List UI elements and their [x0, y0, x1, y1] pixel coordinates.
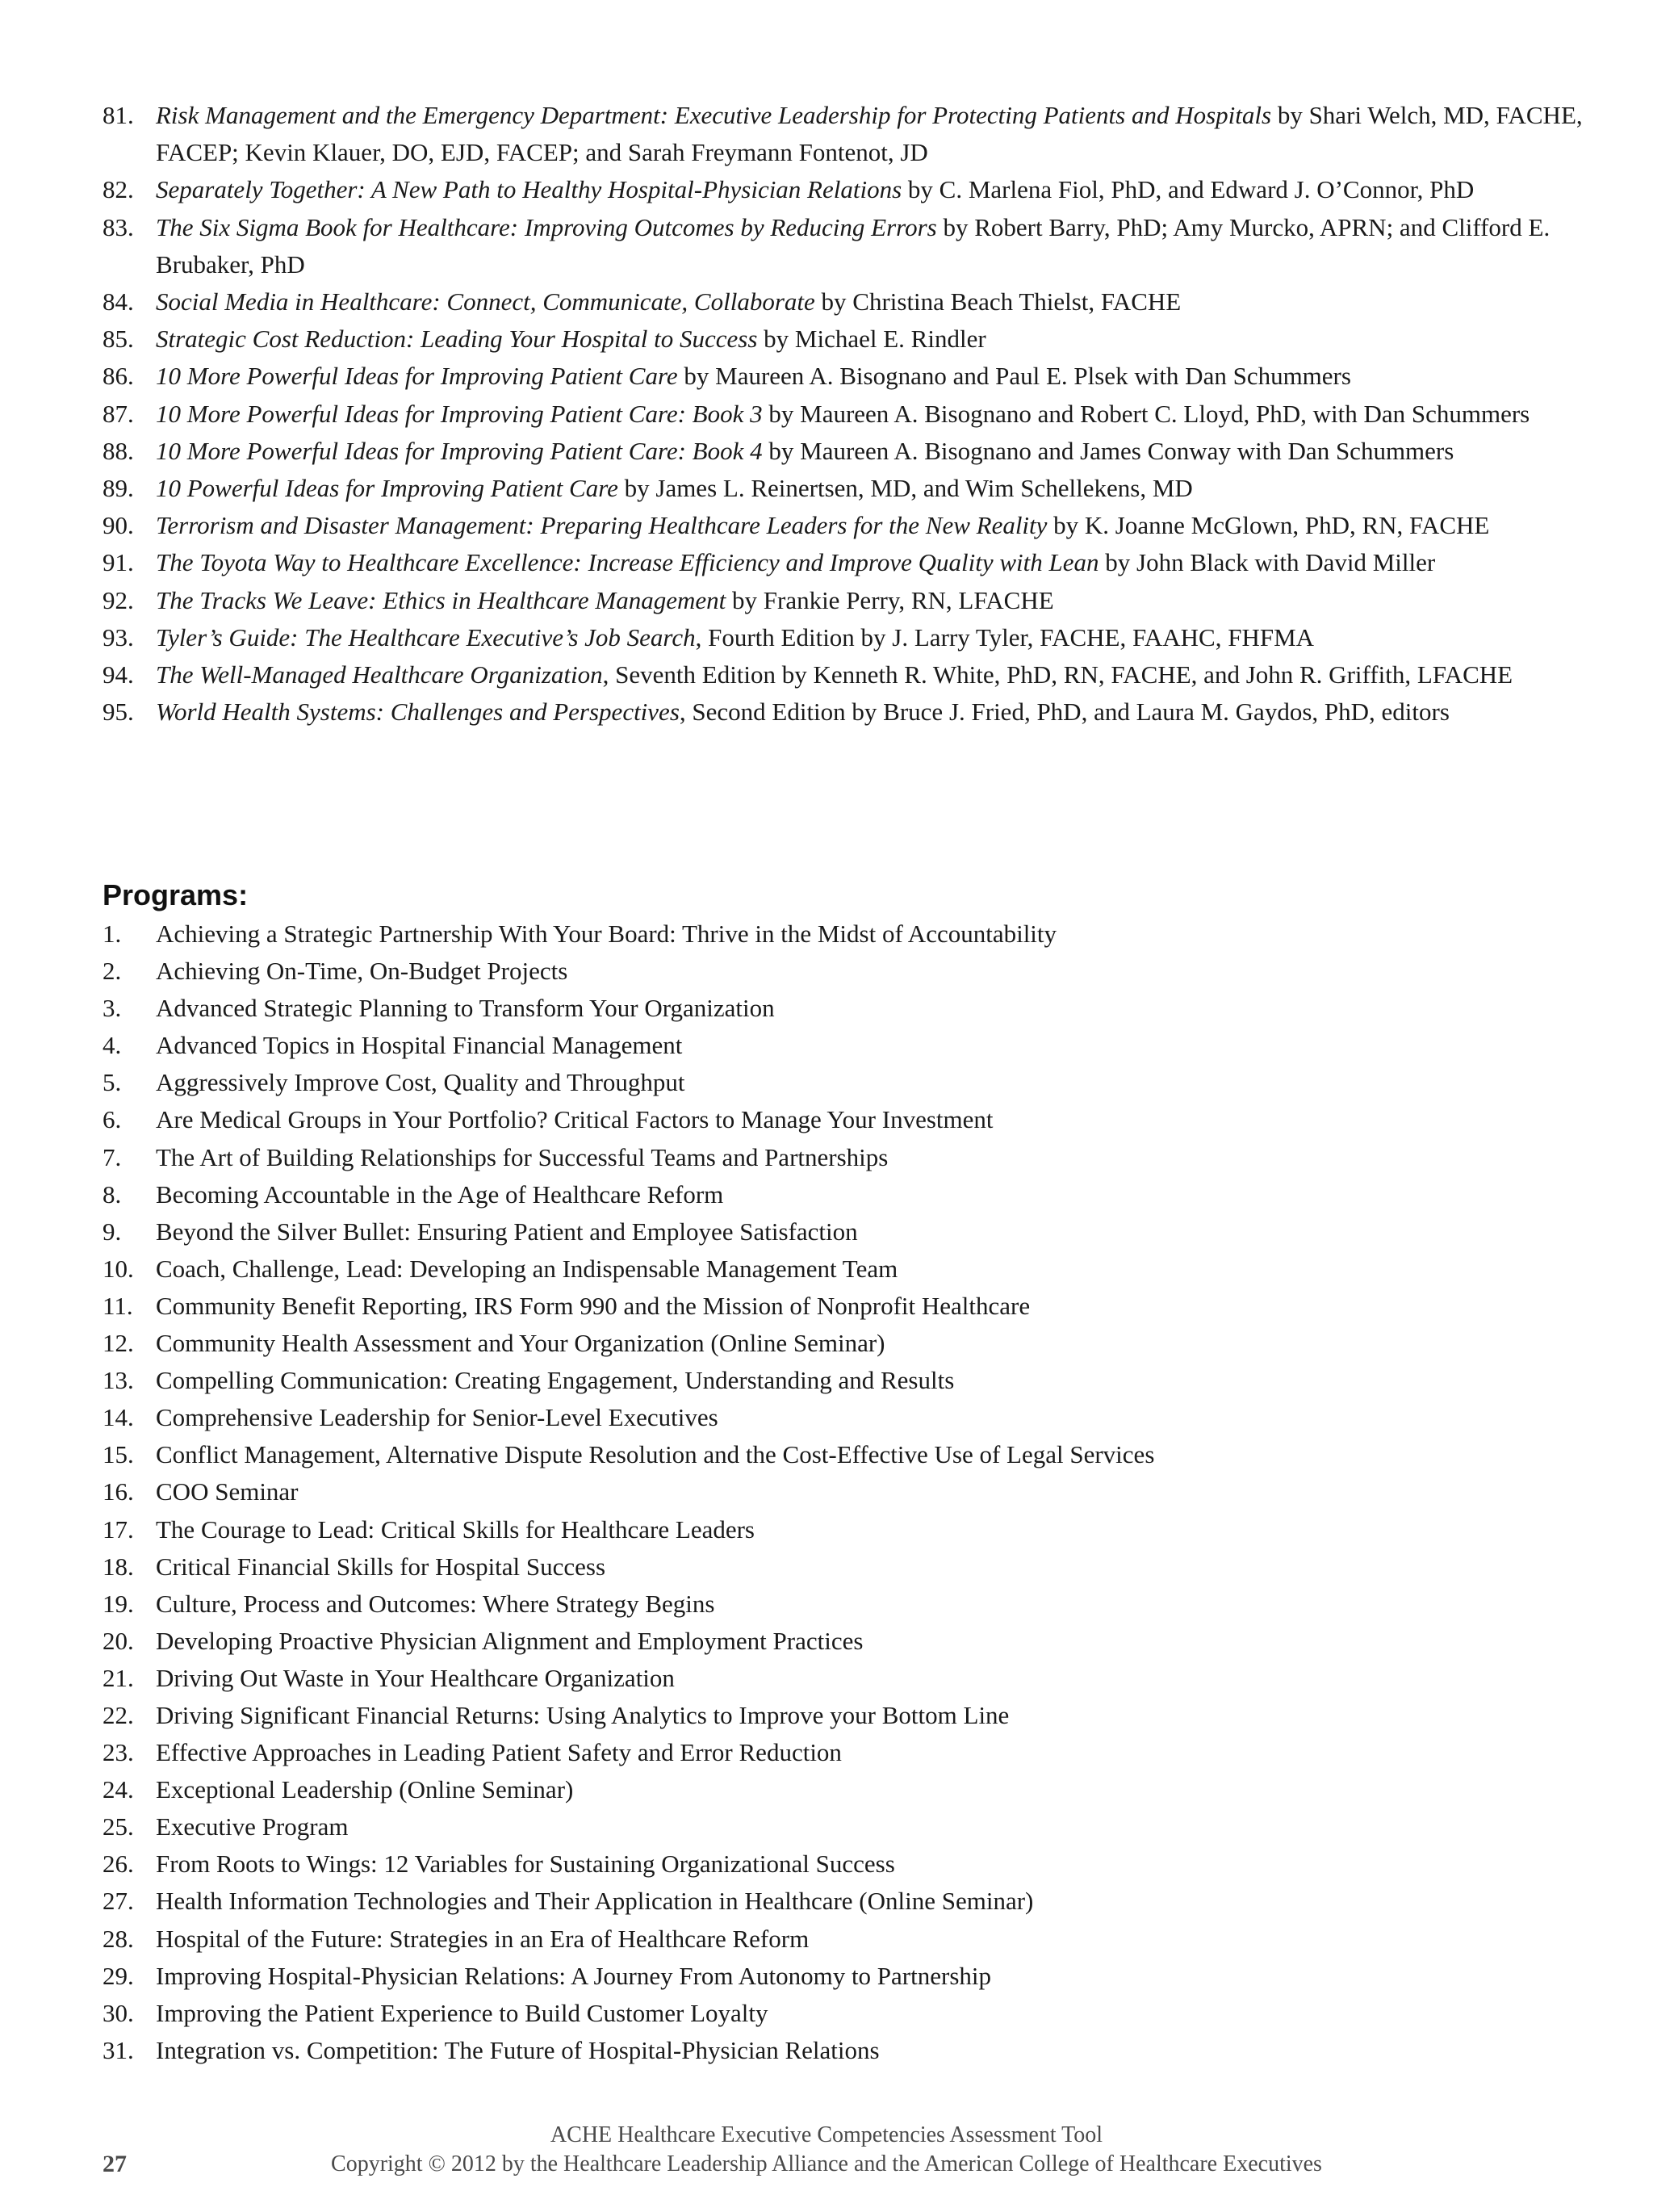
book-number: 85.	[103, 325, 134, 354]
book-details: by Michael E. Rindler	[757, 325, 986, 354]
program-list-item	[103, 1660, 1604, 1697]
book-title: The Toyota Way to Healthcare Excellence: Increase Efficiency and Improve Quality with Lean	[156, 548, 1099, 577]
book-title: Tyler’s Guide: The Healthcare Executive’s Job Search	[156, 622, 696, 651]
program-number: 4.	[103, 1031, 122, 1060]
program-title: Driving Significant Financial Returns: Using Analytics to Improve your Bottom Line	[156, 1700, 1010, 1729]
program-number: 20.	[103, 1626, 134, 1655]
program-number: 10.	[103, 1254, 134, 1283]
program-list-item	[103, 1883, 1604, 1920]
book-number: 90.	[103, 511, 134, 540]
program-number: 18.	[103, 1552, 134, 1581]
program-list-item	[103, 1436, 1604, 1473]
book-number: 83.	[103, 212, 134, 241]
book-details: , Second Edition by Bruce J. Fried, PhD, and Laura M. Gaydos, PhD, editors	[679, 698, 1450, 727]
program-list-item	[103, 1288, 1604, 1325]
book-list	[103, 97, 1604, 731]
program-number: 9.	[103, 1217, 122, 1246]
program-list-item	[103, 1101, 1604, 1138]
program-number: 30.	[103, 1998, 134, 2027]
program-number: 15.	[103, 1440, 134, 1469]
program-title: Advanced Topics in Hospital Financial Management	[156, 1031, 683, 1060]
book-number: 93.	[103, 622, 134, 651]
book-number: 94.	[103, 660, 134, 689]
program-list-item	[103, 1845, 1604, 1883]
program-number: 29.	[103, 1961, 134, 1990]
book-number: 86.	[103, 362, 134, 391]
program-number: 31.	[103, 2035, 134, 2064]
book-details: by K. Joanne McGlown, PhD, RN, FACHE	[1047, 511, 1490, 540]
book-title: 10 More Powerful Ideas for Improving Patient Care: Book 3	[156, 399, 763, 428]
book-number: 81.	[103, 101, 134, 129]
program-number: 1.	[103, 920, 122, 948]
book-title: Risk Management and the Emergency Department: Executive Leadership for Protecting Patients and Hospitals	[156, 101, 1272, 129]
program-number: 27.	[103, 1887, 134, 1916]
program-title: The Courage to Lead: Critical Skills for Healthcare Leaders	[156, 1514, 755, 1544]
program-list-item	[103, 1176, 1604, 1213]
program-list-item	[103, 953, 1604, 990]
book-title: World Health Systems: Challenges and Perspectives	[156, 698, 680, 727]
program-title: Community Benefit Reporting, IRS Form 990 and the Mission of Nonprofit Healthcare	[156, 1291, 1031, 1320]
program-title: Critical Financial Skills for Hospital Success	[156, 1552, 606, 1581]
book-list-item	[103, 358, 1604, 395]
program-title: Developing Proactive Physician Alignment and Employment Practices	[156, 1626, 864, 1655]
book-number: 92.	[103, 585, 134, 614]
program-list-item	[103, 1473, 1604, 1510]
book-list-item	[103, 283, 1604, 320]
book-title: Social Media in Healthcare: Connect, Communicate, Collaborate	[156, 287, 815, 316]
program-title: Compelling Communication: Creating Engagement, Understanding and Results	[156, 1366, 955, 1395]
program-number: 19.	[103, 1589, 134, 1618]
program-title: Achieving On-Time, On-Budget Projects	[156, 957, 568, 986]
program-list-item	[103, 1771, 1604, 1808]
program-title: Coach, Challenge, Lead: Developing an Indispensable Management Team	[156, 1254, 898, 1283]
book-title: 10 More Powerful Ideas for Improving Patient Care: Book 4	[156, 436, 763, 465]
program-number: 13.	[103, 1366, 134, 1395]
program-title: Health Information Technologies and Their Application in Healthcare (Online Seminar)	[156, 1887, 1034, 1916]
program-number: 12.	[103, 1329, 134, 1358]
program-number: 8.	[103, 1179, 122, 1209]
book-list-item	[103, 693, 1604, 731]
program-title: Driving Out Waste in Your Healthcare Organization	[156, 1663, 675, 1692]
book-details: by Maureen A. Bisognano and James Conway with Dan Schummers	[762, 436, 1454, 465]
program-title: Integration vs. Competition: The Future of Hospital-Physician Relations	[156, 2035, 880, 2064]
program-title: Conflict Management, Alternative Dispute Resolution and the Cost-Effective Use of Legal Services	[156, 1440, 1155, 1469]
book-list-item	[103, 619, 1604, 656]
program-list-item	[103, 1697, 1604, 1734]
book-details: , Fourth Edition by J. Larry Tyler, FACHE, FAAHC, FHFMA	[695, 622, 1315, 651]
program-number: 26.	[103, 1850, 134, 1879]
program-number: 25.	[103, 1812, 134, 1841]
program-title: Improving Hospital-Physician Relations: A Journey From Autonomy to Partnership	[156, 1961, 992, 1990]
book-title: The Well-Managed Healthcare Organization	[156, 660, 603, 689]
book-details: by Robert Barry, PhD; Amy Murcko, APRN; and Clifford E. Brubaker, PhD	[156, 212, 1550, 279]
book-number: 95.	[103, 698, 134, 727]
book-details: by James L. Reinertsen, MD, and Wim Schellekens, MD	[617, 474, 1193, 503]
program-list-item	[103, 1511, 1604, 1548]
program-number: 11.	[103, 1291, 133, 1320]
program-list-item	[103, 1213, 1604, 1251]
program-title: Hospital of the Future: Strategies in an Era of Healthcare Reform	[156, 1924, 810, 1953]
programs-heading: Programs:	[103, 878, 249, 911]
program-title: Aggressively Improve Cost, Quality and Throughput	[156, 1068, 685, 1097]
program-number: 16.	[103, 1477, 134, 1506]
book-number: 84.	[103, 287, 134, 316]
program-list-item	[103, 1139, 1604, 1176]
book-list-item	[103, 209, 1604, 283]
program-list-item	[103, 1548, 1604, 1586]
program-number: 5.	[103, 1068, 122, 1097]
book-number: 89.	[103, 474, 134, 503]
program-list-item	[103, 1623, 1604, 1660]
program-title: From Roots to Wings: 12 Variables for Sustaining Organizational Success	[156, 1850, 895, 1879]
program-list-item	[103, 1325, 1604, 1362]
program-title: Exceptional Leadership (Online Seminar)	[156, 1775, 574, 1804]
book-details: by John Black with David Miller	[1099, 548, 1436, 577]
book-list-item	[103, 320, 1604, 358]
program-number: 28.	[103, 1924, 134, 1953]
program-title: Achieving a Strategic Partnership With Your Board: Thrive in the Midst of Accountability	[156, 920, 1057, 948]
book-number: 88.	[103, 436, 134, 465]
program-list-item	[103, 1958, 1604, 1995]
program-title: Culture, Process and Outcomes: Where Strategy Begins	[156, 1589, 715, 1618]
book-title: The Six Sigma Book for Healthcare: Improving Outcomes by Reducing Errors	[156, 212, 937, 241]
book-details: by Shari Welch, MD, FACHE, FACEP; Kevin Klauer, DO, EJD, FACEP; and Sarah Freymann Fontenot, JD	[156, 101, 1583, 167]
book-title: 10 Powerful Ideas for Improving Patient Care	[156, 474, 618, 503]
book-details: by Maureen A. Bisognano and Paul E. Plsek with Dan Schummers	[677, 362, 1351, 391]
program-number: 21.	[103, 1663, 134, 1692]
program-list-item	[103, 1808, 1604, 1845]
program-title: Beyond the Silver Bullet: Ensuring Patient and Employee Satisfaction	[156, 1217, 858, 1246]
program-title: Are Medical Groups in Your Portfolio? Critical Factors to Manage Your Investment	[156, 1105, 994, 1134]
program-list-item	[103, 1995, 1604, 2032]
book-list-item	[103, 97, 1604, 171]
book-title: Separately Together: A New Path to Healthy Hospital-Physician Relations	[156, 175, 902, 204]
program-list-item	[103, 1734, 1604, 1771]
book-details: , Seventh Edition by Kenneth R. White, PhD, RN, FACHE, and John R. Griffith, LFACHE	[602, 660, 1513, 689]
program-list-item	[103, 915, 1604, 953]
program-number: 14.	[103, 1403, 134, 1432]
program-number: 23.	[103, 1738, 134, 1767]
program-list-item	[103, 1586, 1604, 1623]
book-title: Strategic Cost Reduction: Leading Your Hospital to Success	[156, 325, 758, 354]
program-number: 2.	[103, 957, 122, 986]
program-list-item	[103, 1027, 1604, 1064]
book-list-item	[103, 171, 1604, 208]
program-number: 22.	[103, 1700, 134, 1729]
program-number: 17.	[103, 1514, 134, 1544]
program-number: 6.	[103, 1105, 122, 1134]
program-title: Advanced Strategic Planning to Transform Your Organization	[156, 994, 775, 1023]
program-number: 7.	[103, 1142, 122, 1171]
book-title: Terrorism and Disaster Management: Preparing Healthcare Leaders for the New Reality	[156, 511, 1048, 540]
program-list-item	[103, 1251, 1604, 1288]
book-number: 87.	[103, 399, 134, 428]
book-details: by Maureen A. Bisognano and Robert C. Lloyd, PhD, with Dan Schummers	[762, 399, 1530, 428]
program-list-item	[103, 2032, 1604, 2069]
book-list-item	[103, 396, 1604, 433]
book-title: 10 More Powerful Ideas for Improving Patient Care	[156, 362, 678, 391]
program-list-item	[103, 1399, 1604, 1436]
program-title: Executive Program	[156, 1812, 349, 1841]
book-title: The Tracks We Leave: Ethics in Healthcare Management	[156, 585, 726, 614]
program-list-item	[103, 1064, 1604, 1101]
program-number: 24.	[103, 1775, 134, 1804]
program-title: Effective Approaches in Leading Patient Safety and Error Reduction	[156, 1738, 842, 1767]
book-list-item	[103, 582, 1604, 619]
book-list-item	[103, 470, 1604, 507]
book-details: by C. Marlena Fiol, PhD, and Edward J. O’Connor, PhD	[902, 175, 1475, 204]
program-number: 3.	[103, 994, 122, 1023]
program-list-item	[103, 1362, 1604, 1399]
program-title: COO Seminar	[156, 1477, 299, 1506]
book-number: 91.	[103, 548, 134, 577]
program-title: Comprehensive Leadership for Senior-Level Executives	[156, 1403, 718, 1432]
program-title: Becoming Accountable in the Age of Healthcare Reform	[156, 1179, 724, 1209]
book-list-item	[103, 656, 1604, 693]
program-title: The Art of Building Relationships for Successful Teams and Partnerships	[156, 1142, 889, 1171]
book-details: by Frankie Perry, RN, LFACHE	[726, 585, 1054, 614]
program-list-item	[103, 990, 1604, 1027]
page-number: 27	[103, 2151, 127, 2177]
book-list-item	[103, 433, 1604, 470]
footer-copyright: Copyright © 2012 by the Healthcare Leadership Alliance and the American College of Healthcare Executives	[331, 2151, 1322, 2176]
book-number: 82.	[103, 175, 134, 204]
book-list-item	[103, 544, 1604, 581]
program-title: Improving the Patient Experience to Build Customer Loyalty	[156, 1998, 768, 2027]
book-details: by Christina Beach Thielst, FACHE	[814, 287, 1182, 316]
program-title: Community Health Assessment and Your Organization (Online Seminar)	[156, 1329, 885, 1358]
book-list-item	[103, 507, 1604, 544]
programs-list	[103, 915, 1604, 2069]
program-list-item	[103, 1921, 1604, 1958]
footer-title: ACHE Healthcare Executive Competencies Assessment Tool	[550, 2122, 1103, 2147]
